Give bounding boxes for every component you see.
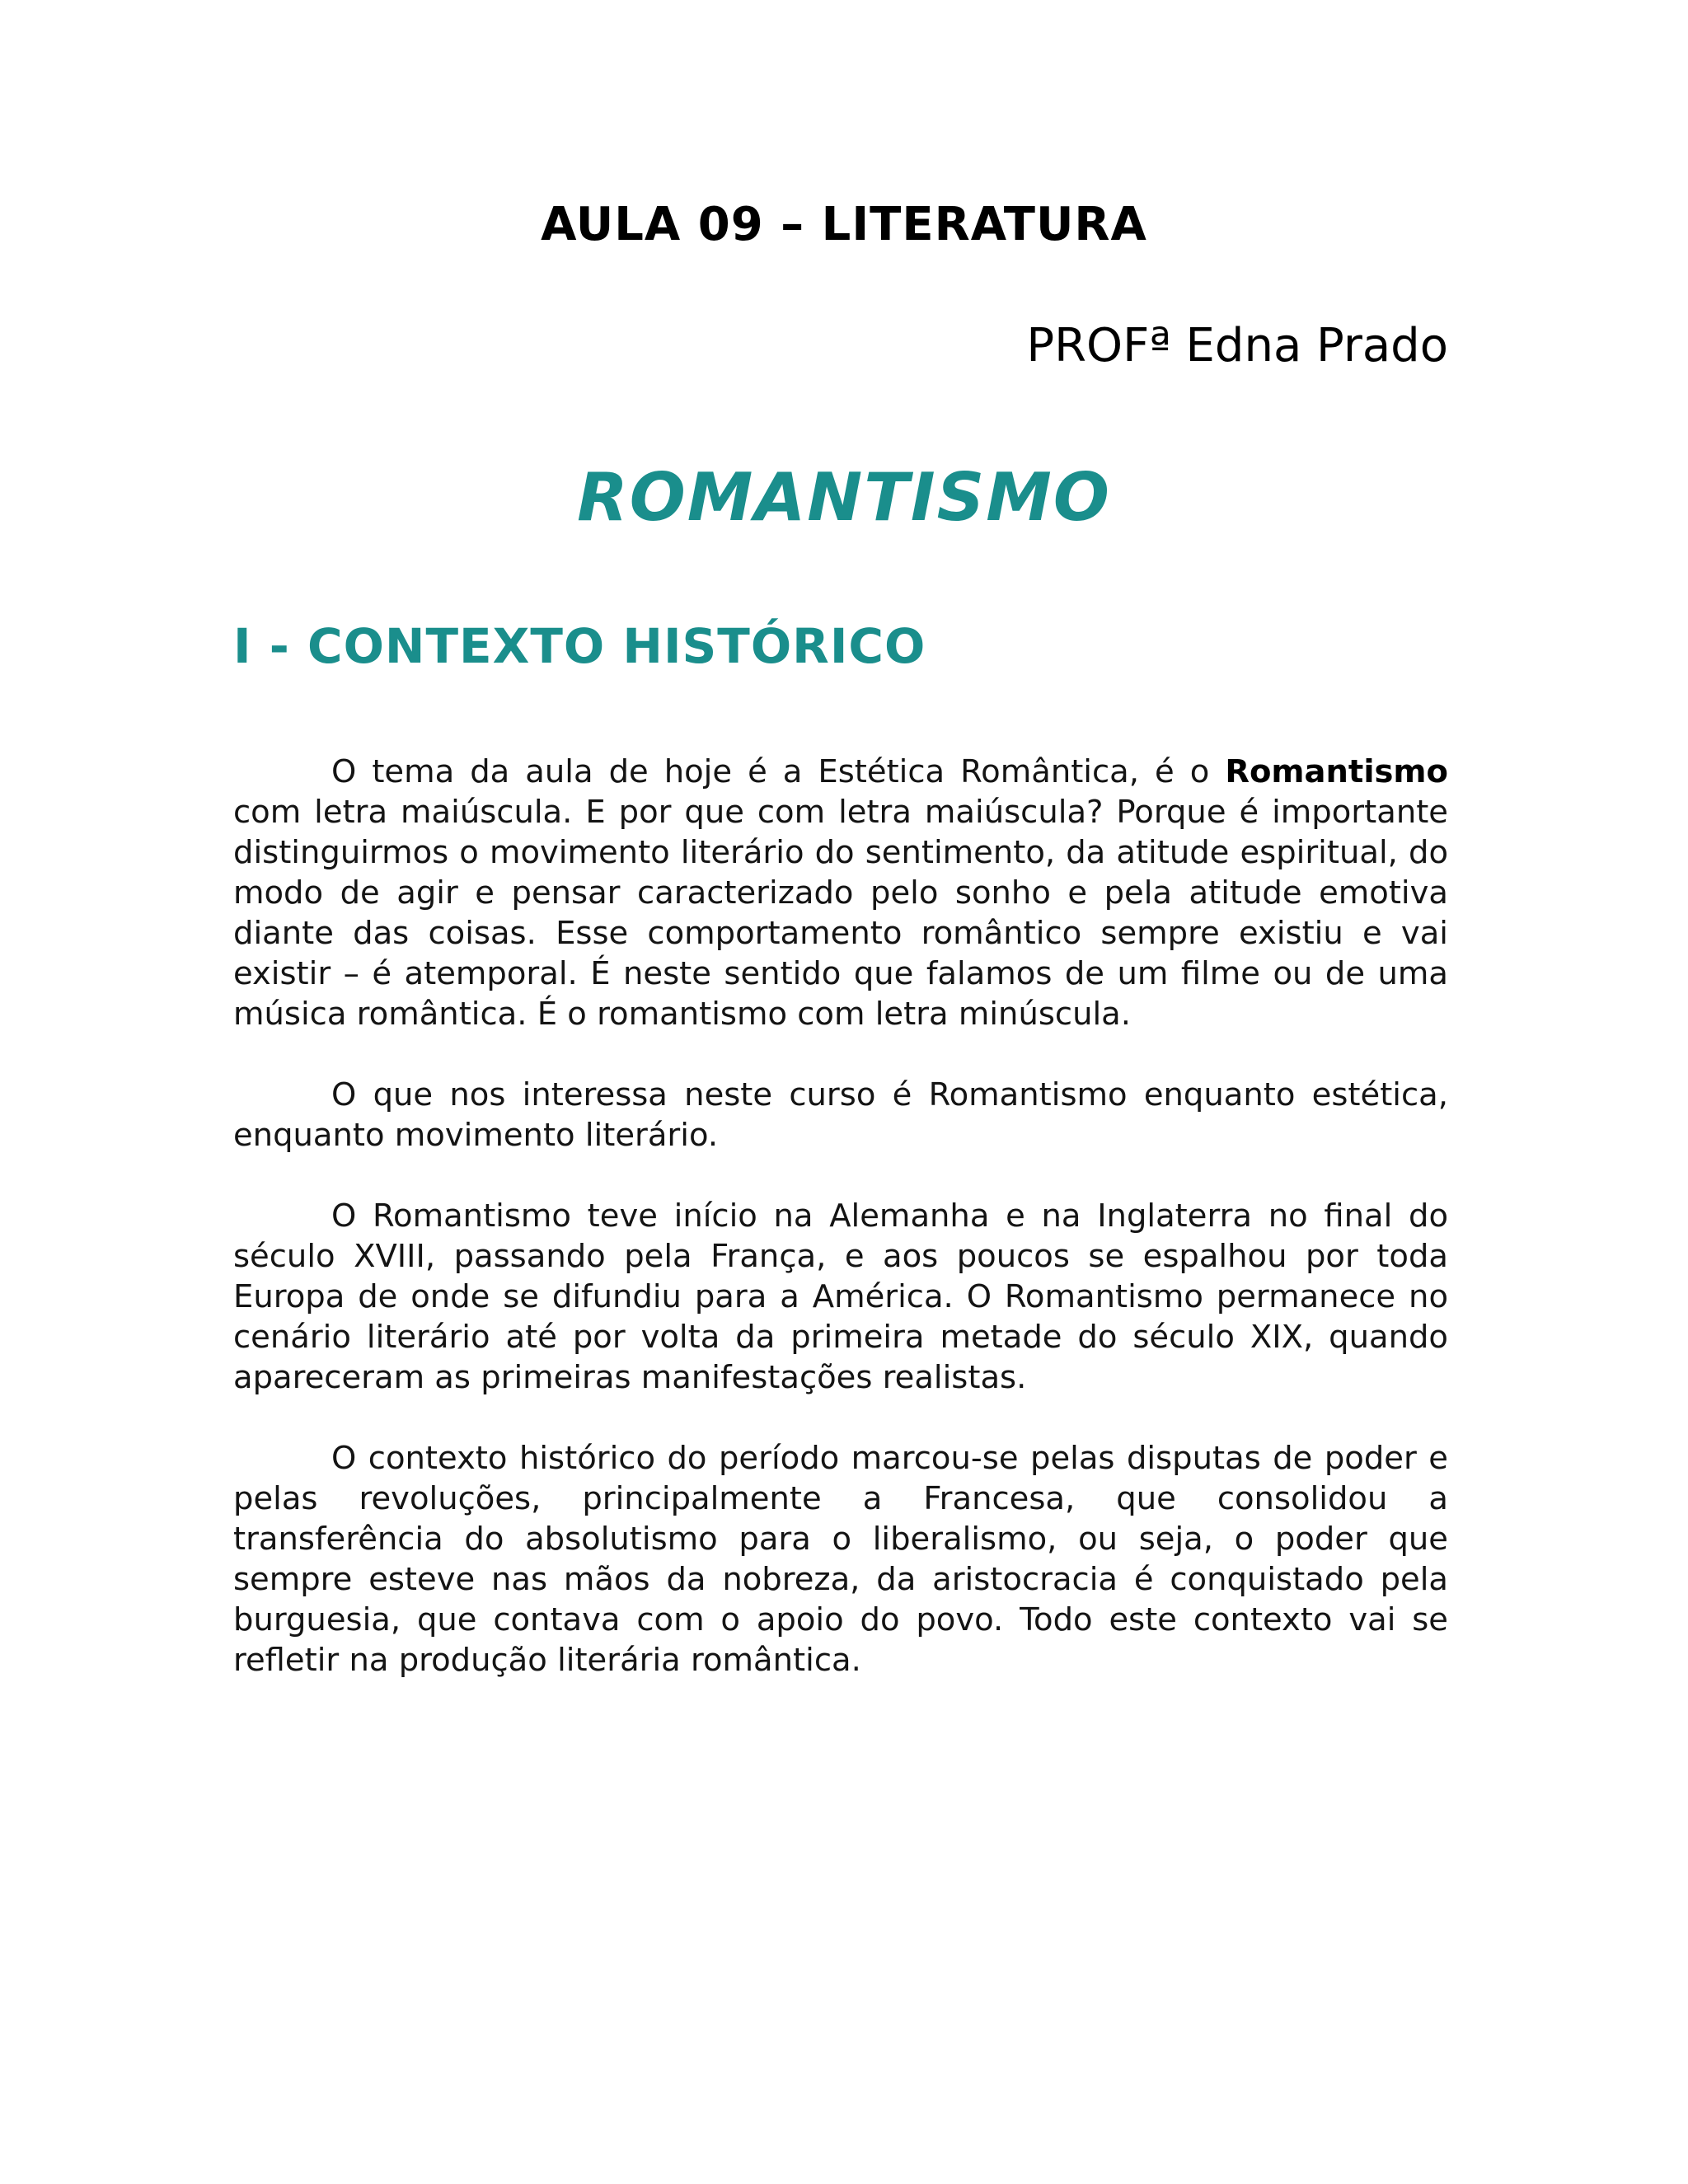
paragraph-1 [233, 752, 1448, 1034]
lesson-title: AULA 09 – LITERATURA [541, 198, 1147, 251]
paragraph-1-text-start: O tema da aula de hoje é a Estética Romântica, é o [331, 753, 1226, 790]
paragraph-2: O que nos interessa neste curso é Romantismo enquanto estética, enquanto movimento literário. [233, 1076, 1448, 1154]
paragraph-1-bold-term: Romantismo [1225, 753, 1448, 790]
movement-title: ROMANTISMO [577, 459, 1111, 536]
section-heading: I - CONTEXTO HISTÓRICO [233, 618, 926, 674]
paragraph-3: O Romantismo teve início na Alemanha e na Inglaterra no final do século XVIII, passando pela França, e aos poucos se espalhou por toda Europa de onde se difundiu para a América. O Romantismo permanece no cenário literário até por volta da primeira metade do século XIX, quando apareceram as primeiras manifestações realistas. [233, 1197, 1448, 1396]
teacher-name: PROFª Edna Prado [1026, 319, 1448, 373]
paragraph-4: O contexto histórico do período marcou-se pelas disputas de poder e pelas revoluções, principalmente a Francesa, que consolidou a transferência do absolutismo para o liberalismo, ou seja, o poder que sempre esteve nas mãos da nobreza, da aristocracia é conquistado pela burguesia, que contava com o apoio do povo. Todo este contexto vai se refletir na produção literária romântica. [233, 1440, 1448, 1679]
body-text [233, 752, 1448, 1721]
paragraph-1-text-end: com letra maiúscula. E por que com letra maiúscula? Porque é importante distinguirmos o movimento literário do sentimento, da atitude espiritual, do modo de agir e pensar caracterizado pelo sonho e pela atitude emotiva diante das coisas. Esse comportamento romântico sempre existiu e vai existir – é atemporal. É neste sentido que falamos de um filme ou de uma música romântica. É o romantismo com letra minúscula. [233, 794, 1448, 1033]
